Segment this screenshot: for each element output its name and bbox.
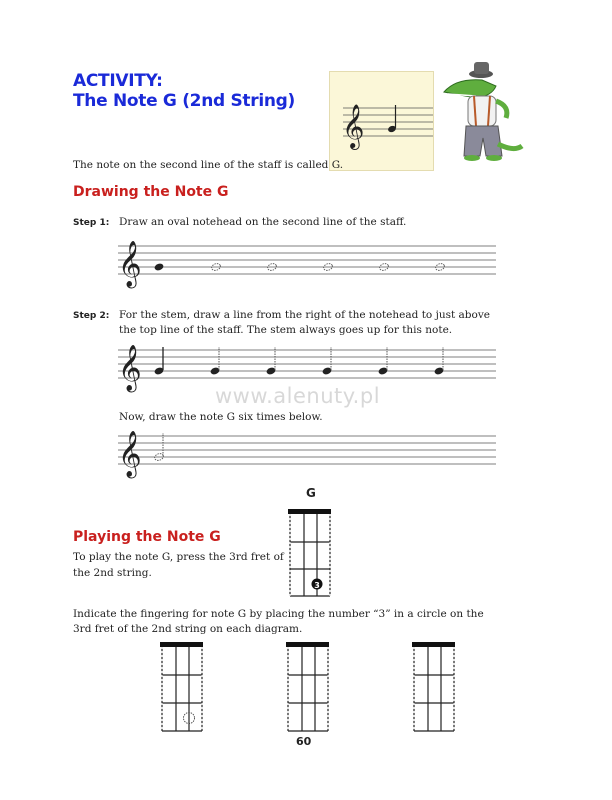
instruction-line1: Indicate the fingering for note G by placing the number “3” in a circle on the — [73, 608, 484, 620]
callout-staff — [329, 71, 433, 169]
playing-text-line1: To play the note G, press the 3rd fret of — [73, 551, 284, 563]
step2-text-line1: For the stem, draw a line from the right of the notehead to just above — [119, 309, 490, 321]
step2-text-line2: the top line of the staff. The stem always goes up for this note. — [119, 324, 453, 336]
page-number: 60 — [296, 735, 312, 748]
alligator-mascot-icon — [436, 56, 526, 166]
step1-text: Draw an oval notehead on the second line of the staff. — [119, 216, 407, 228]
playing-heading: Playing the Note G — [73, 529, 221, 545]
step1-staff — [118, 240, 496, 287]
drawing-heading: Drawing the Note G — [73, 184, 229, 200]
step2-label: Step 2: — [73, 311, 110, 321]
intro-text: The note on the second line of the staff is called G. — [73, 159, 344, 171]
practice-fretboard-1[interactable] — [159, 641, 205, 733]
practice-staff[interactable] — [118, 430, 496, 477]
chord-name: G — [306, 486, 316, 500]
step2-staff — [118, 344, 496, 391]
activity-subtitle: The Note G (2nd String) — [73, 91, 296, 111]
practice-fretboard-3[interactable] — [411, 641, 457, 733]
watermark: www.alenuty.pl — [215, 384, 381, 408]
practice-fretboard-2[interactable] — [285, 641, 331, 733]
practice-text: Now, draw the note G six times below. — [119, 411, 323, 423]
instruction-line2: 3rd fret of the 2nd string on each diagram. — [73, 623, 303, 635]
playing-text-line2: the 2nd string. — [73, 567, 152, 579]
treble-clef-icon: 𝄞 — [118, 345, 142, 391]
treble-clef-icon: 𝄞 — [118, 431, 142, 477]
example-fretboard — [287, 508, 333, 598]
treble-clef-icon: 𝄞 — [342, 104, 365, 148]
treble-clef-icon: 𝄞 — [118, 241, 142, 287]
step1-label: Step 1: — [73, 218, 110, 228]
finger-number: 3 — [314, 581, 320, 590]
activity-title: ACTIVITY: — [73, 71, 163, 91]
